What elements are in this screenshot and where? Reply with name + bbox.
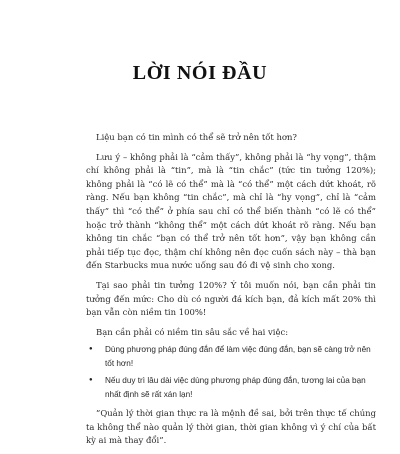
bullet-item-1: ● Dùng phương pháp đúng đắn để làm việc đúng đắn, bạn sẽ càng trở nên tốt hơn! bbox=[86, 343, 376, 370]
paragraph-1: Liệu bạn có tin mình có thể sẽ trở nên tốt hơn? bbox=[96, 132, 297, 142]
body-text bbox=[86, 131, 376, 454]
paragraph-3: Tại sao phải tin tưởng 120%? Ý tôi muốn nói, bạn cần phải tin tưởng đến mức: Cho dù có người đá kích bạn, đả kích mất 20% thì bạn vẫn còn niềm tin 100%! bbox=[86, 279, 376, 318]
closing-paragraph: ”Quản lý thời gian thực ra là mệnh đề sai, bởi trên thực tế chúng ta không thể nào quản lý thời gian, thời gian không vì ý chí của bất kỳ ai mà thay đổi”. bbox=[86, 407, 376, 446]
paragraph-2: Lưu ý – không phải là “cảm thấy”, không phải là “hy vọng”, thậm chí không phải là “tin”, mà là “tin chắc” (tức tin tưởng 120%); không phải là “có lẽ có thể” mà là “có thể” một cách dứt khoát, rõ ràng. Nếu bạn không “tin chắc”, mà chỉ là “hy vọng”, chỉ là “cảm thấy” thì “có thể” ở phía sau chỉ có thể biến thành “có lẽ có thể” hoặc trở thành “không thể” một cách dứt khoát rõ ràng. Nếu bạn không tin chắc “bạn có thể trở nên tốt hơn”, vậy bạn không cần phải tiếp tục đọc, thậm chí không nên đọc cuốn sách này – thà bạn đến Starbucks mua nước uống sau đó đi vệ sinh cho xong. bbox=[86, 151, 376, 271]
bullet-item-2: ● Nếu duy trì lâu dài việc dùng phương pháp đúng đắn, tương lai của bạn nhất định sẽ rất xán lạn! bbox=[86, 374, 376, 401]
paragraph-4: Bạn cần phải có niềm tin sâu sắc về hai việc: bbox=[96, 326, 289, 337]
page-title: LỜI NÓI ĐẦU bbox=[132, 62, 268, 84]
bullet-list bbox=[86, 343, 376, 401]
